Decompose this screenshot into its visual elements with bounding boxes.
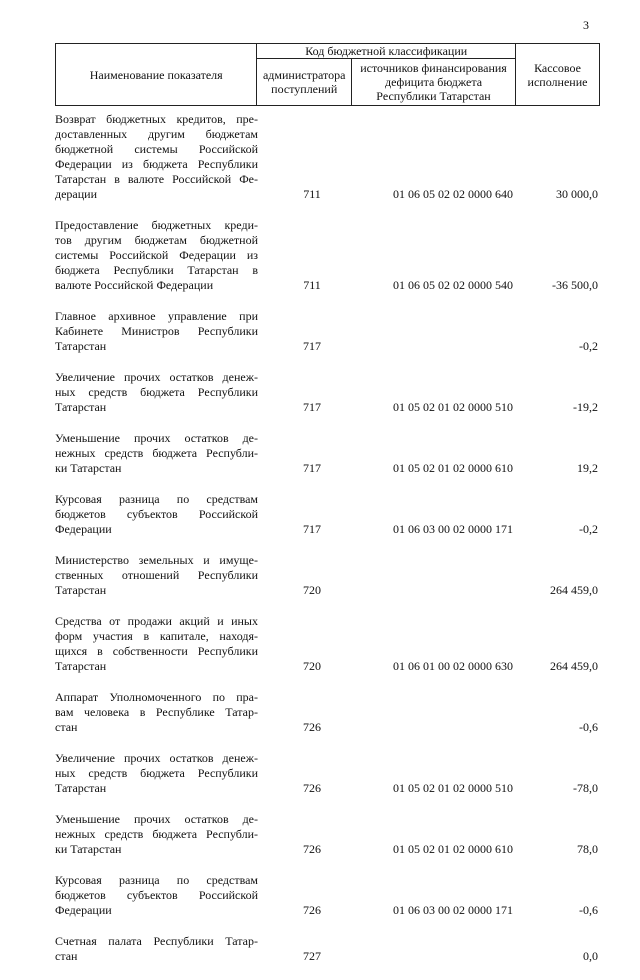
table-row: [55, 934, 600, 964]
row-name: [55, 751, 258, 796]
row-name: [55, 614, 258, 674]
row-name-line: Уменьшение прочих остатков де-: [55, 431, 258, 445]
page-number: 3: [583, 18, 589, 32]
row-name-line: ственных отношений Республики: [55, 568, 258, 582]
row-admin-code: 717: [303, 339, 321, 353]
row-admin-code: 717: [303, 400, 321, 414]
table-header: [55, 43, 600, 106]
row-cash-value: 264 459,0: [550, 659, 598, 673]
row-name-line: ки Татарстан: [55, 461, 122, 475]
row-name: [55, 112, 258, 202]
row-admin-code: 717: [303, 522, 321, 536]
row-name-line: Аппарат Уполномоченного по пра-: [55, 690, 258, 704]
row-name-line: Татарстан в валюте Российской Фе-: [55, 172, 258, 186]
table-row: [55, 112, 600, 202]
row-name-line: валюте Российской Федерации: [55, 278, 214, 292]
row-cash-value: 19,2: [577, 461, 598, 475]
row-name-line: Кабинете Министров Республики: [55, 324, 258, 338]
header-sources: источников финансирования дефицита бюджета Республики Татарстан: [352, 59, 516, 106]
row-name-line: бюджета Республики Татарстан в: [55, 263, 258, 277]
row-name-line: Татарстан: [55, 583, 107, 597]
row-admin-code: 711: [303, 187, 321, 201]
row-cash-value: -0,2: [579, 522, 598, 536]
row-name-line: бюджетной системы Российской: [55, 142, 258, 156]
row-name-line: щихся в собственности Республики: [55, 644, 258, 658]
row-source-code: 01 06 03 00 02 0000 171: [393, 522, 513, 536]
table-row: [55, 614, 600, 674]
row-cash-value: -36 500,0: [552, 278, 598, 292]
row-name-line: Федерации из бюджета Республики: [55, 157, 258, 171]
row-name-line: ки Татарстан: [55, 842, 122, 856]
row-name-line: Средства от продажи акций и иных: [55, 614, 258, 628]
row-name-line: бюджетов субъектов Российской: [55, 507, 258, 521]
row-name-line: Предоставление бюджетных креди-: [55, 218, 258, 232]
row-source-code: 01 06 01 00 02 0000 630: [393, 659, 513, 673]
header-code-group: Код бюджетной классификации: [257, 44, 516, 59]
row-name-line: дерации: [55, 187, 98, 201]
row-name: [55, 934, 258, 964]
row-cash-value: -0,6: [579, 903, 598, 917]
row-name: [55, 370, 258, 415]
row-name-line: системы Российской Федерации из: [55, 248, 258, 262]
row-name: [55, 690, 258, 735]
table-row: [55, 751, 600, 796]
row-name-line: стан: [55, 720, 78, 734]
row-source-code: 01 06 03 00 02 0000 171: [393, 903, 513, 917]
table-row: [55, 553, 600, 598]
row-source-code: 01 05 02 01 02 0000 610: [393, 842, 513, 856]
row-name-line: Курсовая разница по средствам: [55, 492, 258, 506]
row-name-line: Уменьшение прочих остатков де-: [55, 812, 258, 826]
row-name-line: тов другим бюджетам бюджетной: [55, 233, 258, 247]
row-name: [55, 812, 258, 857]
row-name-line: вам человека в Республике Татар-: [55, 705, 258, 719]
row-name-line: Федерации: [55, 522, 112, 536]
row-name-line: Главное архивное управление при: [55, 309, 258, 323]
row-cash-value: -0,6: [579, 720, 598, 734]
row-name-line: доставленных другим бюджетам: [55, 127, 258, 141]
row-cash-value: 264 459,0: [550, 583, 598, 597]
table-row: [55, 431, 600, 476]
header-cash: Кассовое исполнение: [516, 44, 600, 106]
table-row: [55, 690, 600, 735]
row-cash-value: 78,0: [577, 842, 598, 856]
row-source-code: 01 05 02 01 02 0000 510: [393, 781, 513, 795]
row-name-line: бюджетов субъектов Российской: [55, 888, 258, 902]
row-admin-code: 720: [303, 659, 321, 673]
row-cash-value: 30 000,0: [556, 187, 598, 201]
row-name: [55, 492, 258, 537]
row-source-code: 01 06 05 02 02 0000 540: [393, 278, 513, 292]
row-cash-value: -78,0: [573, 781, 598, 795]
row-cash-value: 0,0: [583, 949, 598, 963]
row-name-line: Увеличение прочих остатков денеж-: [55, 751, 258, 765]
row-admin-code: 711: [303, 278, 321, 292]
table-body: [55, 112, 600, 980]
table-row: [55, 492, 600, 537]
row-admin-code: 717: [303, 461, 321, 475]
row-name-line: Татарстан: [55, 400, 107, 414]
row-name: [55, 553, 258, 598]
row-admin-code: 726: [303, 842, 321, 856]
row-admin-code: 727: [303, 949, 321, 963]
row-source-code: 01 05 02 01 02 0000 610: [393, 461, 513, 475]
row-name-line: стан: [55, 949, 78, 963]
row-name-line: Татарстан: [55, 659, 107, 673]
row-name-line: ных средств бюджета Республики: [55, 766, 258, 780]
row-name-line: нежных средств бюджета Республи-: [55, 446, 258, 460]
row-name: [55, 873, 258, 918]
row-name-line: нежных средств бюджета Республи-: [55, 827, 258, 841]
row-name-line: Возврат бюджетных кредитов, пре-: [55, 112, 258, 126]
row-name-line: Увеличение прочих остатков денеж-: [55, 370, 258, 384]
row-name-line: Счетная палата Республики Татар-: [55, 934, 258, 948]
row-name-line: ных средств бюджета Республики: [55, 385, 258, 399]
row-name-line: Татарстан: [55, 781, 107, 795]
row-admin-code: 720: [303, 583, 321, 597]
row-cash-value: -19,2: [573, 400, 598, 414]
row-cash-value: -0,2: [579, 339, 598, 353]
row-name: [55, 218, 258, 293]
header-admin: администратора поступлений: [257, 59, 352, 106]
row-name: [55, 431, 258, 476]
row-admin-code: 726: [303, 903, 321, 917]
table-row: [55, 873, 600, 918]
row-name-line: Министерство земельных и имуще-: [55, 553, 258, 567]
row-admin-code: 726: [303, 781, 321, 795]
table-row: [55, 370, 600, 415]
table-row: [55, 309, 600, 354]
header-name: Наименование показателя: [56, 44, 257, 106]
table-row: [55, 812, 600, 857]
row-name-line: форм участия в капитале, находя-: [55, 629, 258, 643]
row-name-line: Федерации: [55, 903, 112, 917]
row-name-line: Курсовая разница по средствам: [55, 873, 258, 887]
row-source-code: 01 05 02 01 02 0000 510: [393, 400, 513, 414]
row-admin-code: 726: [303, 720, 321, 734]
table-row: [55, 218, 600, 293]
row-name-line: Татарстан: [55, 339, 107, 353]
row-source-code: 01 06 05 02 02 0000 640: [393, 187, 513, 201]
row-name: [55, 309, 258, 354]
